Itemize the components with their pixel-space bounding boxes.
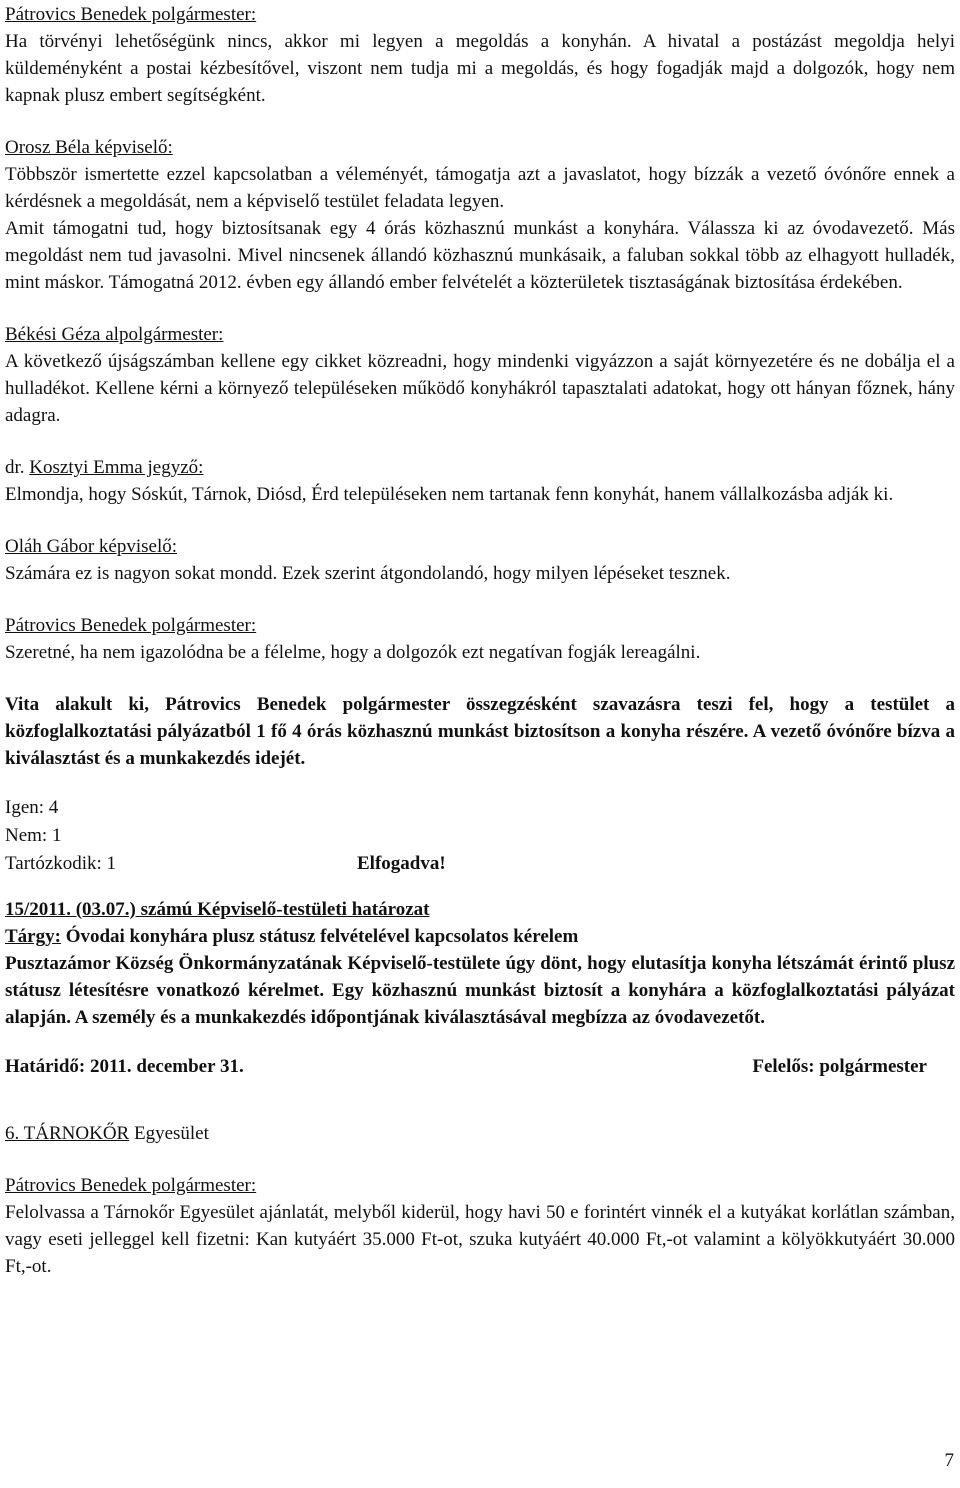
vote-result xyxy=(5,794,955,878)
resolution-subject-label: Tárgy: xyxy=(5,926,61,947)
vote-outcome: Elfogadva! xyxy=(357,853,446,874)
speaker-name: Pátrovics Benedek polgármester: xyxy=(5,1175,257,1196)
resolution xyxy=(5,896,955,1080)
speaker-line xyxy=(5,454,955,481)
speech-text: Szeretné, ha nem igazolódna be a félelme, hogy a dolgozók ezt negatívan fogják lereagálni. xyxy=(5,642,701,663)
resolution-subject xyxy=(5,923,955,950)
resolution-responsible: Felelős: polgármester xyxy=(752,1056,927,1077)
speech-block xyxy=(5,1,955,109)
speech-text: Többször ismertette ezzel kapcsolatban a véleményét, támogatja azt a javaslatot, hogy bízzák a vezető óvónőre ennek a kérdésnek a megoldását, nem a képviselő testület feladata legyen. xyxy=(5,164,955,212)
page-number: 7 xyxy=(944,1450,954,1471)
speech-block xyxy=(5,612,955,666)
speech-text: Felolvassa a Tárnokőr Egyesület ajánlatát, melyből kiderül, hogy havi 50 e forintért vinnék el a kutyákat korlátlan számban, vagy eseti jelleggel kell fizetni: Kan kutyáért 35.000 Ft-ot, szuka kutyáért 40.000 Ft,-ot valamint a kölyökkutyáért 30.000 Ft,-ot. xyxy=(5,1202,955,1277)
speech-text: Számára ez is nagyon sokat mondd. Ezek szerint átgondolandó, hogy milyen lépéseket tesznek. xyxy=(5,563,731,584)
speech-text: Ha törvényi lehetőségünk nincs, akkor mi legyen a megoldás a konyhán. A hivatal a postázást megoldja helyi küldeményként a postai kézbesítővel, viszont nem tudja mi a megoldás, és hogy fogadják majd a dolgozók, hogy nem kapnak plusz embert segítségként. xyxy=(5,31,955,106)
resolution-deadline: Határidő: 2011. december 31. xyxy=(5,1056,244,1077)
vote-abstain: Tartózkodik: 1 xyxy=(5,853,117,874)
resolution-number: 15/2011. (03.07.) számú Képviselő-testületi határozat xyxy=(5,899,430,920)
speech-text: Elmondja, hogy Sóskút, Tárnok, Diósd, Érd településeken nem tartanak fenn konyhát, hanem vállalkozásba adják ki. xyxy=(5,484,894,505)
speaker-name: Békési Géza alpolgármester: xyxy=(5,324,224,345)
section-title-text: 6. TÁRNOKŐR Egyesület xyxy=(5,1123,209,1144)
speech-block xyxy=(5,533,955,587)
speech-block xyxy=(5,321,955,429)
agenda-section xyxy=(5,1120,955,1280)
speech-block xyxy=(5,454,955,508)
speaker-name: Pátrovics Benedek polgármester: xyxy=(5,615,257,636)
speech-block xyxy=(5,134,955,296)
speaker-name: Oláh Gábor képviselő: xyxy=(5,536,178,557)
document-page xyxy=(5,1,955,1280)
speech-text: A következő újságszámban kellene egy cikket közreadni, hogy mindenki vigyázzon a saját környezetére és ne dobálja el a hulladékot. Kellene kérni a környező településeken működő konyhákról tapasztalati adatokat, hogy ott hányan főznek, hány adagra. xyxy=(5,351,955,426)
speaker-name: Orosz Béla képviselő: xyxy=(5,137,173,158)
resolution-footer xyxy=(5,1053,955,1080)
speaker-prefix: dr. xyxy=(5,457,25,478)
vote-summary: Vita alakult ki, Pátrovics Benedek polgármester összegzésként szavazásra teszi fel, hogy a testület a közfoglalkoztatási pályázatból 1 fő 4 órás közhasznú munkást biztosítson a konyha részére. A vezető óvónőre bízva a kiválasztást és a munkakezdés idejét. xyxy=(5,694,955,769)
speaker-name: Pátrovics Benedek polgármester: xyxy=(5,4,257,25)
vote-yes: Igen: 4 xyxy=(5,797,59,818)
speech-text: Amit támogatni tud, hogy biztosítsanak egy 4 órás közhasznú munkást a konyhára. Válassza ki az óvodavezető. Más megoldást nem tud javasolni. Mivel nincsenek állandó közhasznú munkásaik, a faluban sokkal több az elhagyott hulladék, mint máskor. Támogatná 2012. évben egy állandó ember felvételét a közterületek tisztaságának biztosítása érdekében. xyxy=(5,218,955,293)
speaker-name: Kosztyi Emma jegyző: xyxy=(29,457,204,478)
vote-no: Nem: 1 xyxy=(5,825,62,846)
resolution-text: Pusztazámor Község Önkormányzatának Képviselő-testülete úgy dönt, hogy elutasítja konyha létszámát érintő plusz státusz létesítésre vonatkozó kérelmet. Egy közhasznú munkást biztosít a konyhára a közfoglalkoztatási pályázat alapján. A személy és a munkakezdés időpontjának kiválasztásával megbízza az óvodavezetőt. xyxy=(5,953,955,1028)
resolution-subject-text: Óvodai konyhára plusz státusz felvételével kapcsolatos kérelem xyxy=(60,926,579,947)
section-title xyxy=(5,1120,955,1147)
vote-abstain-row xyxy=(5,850,955,878)
